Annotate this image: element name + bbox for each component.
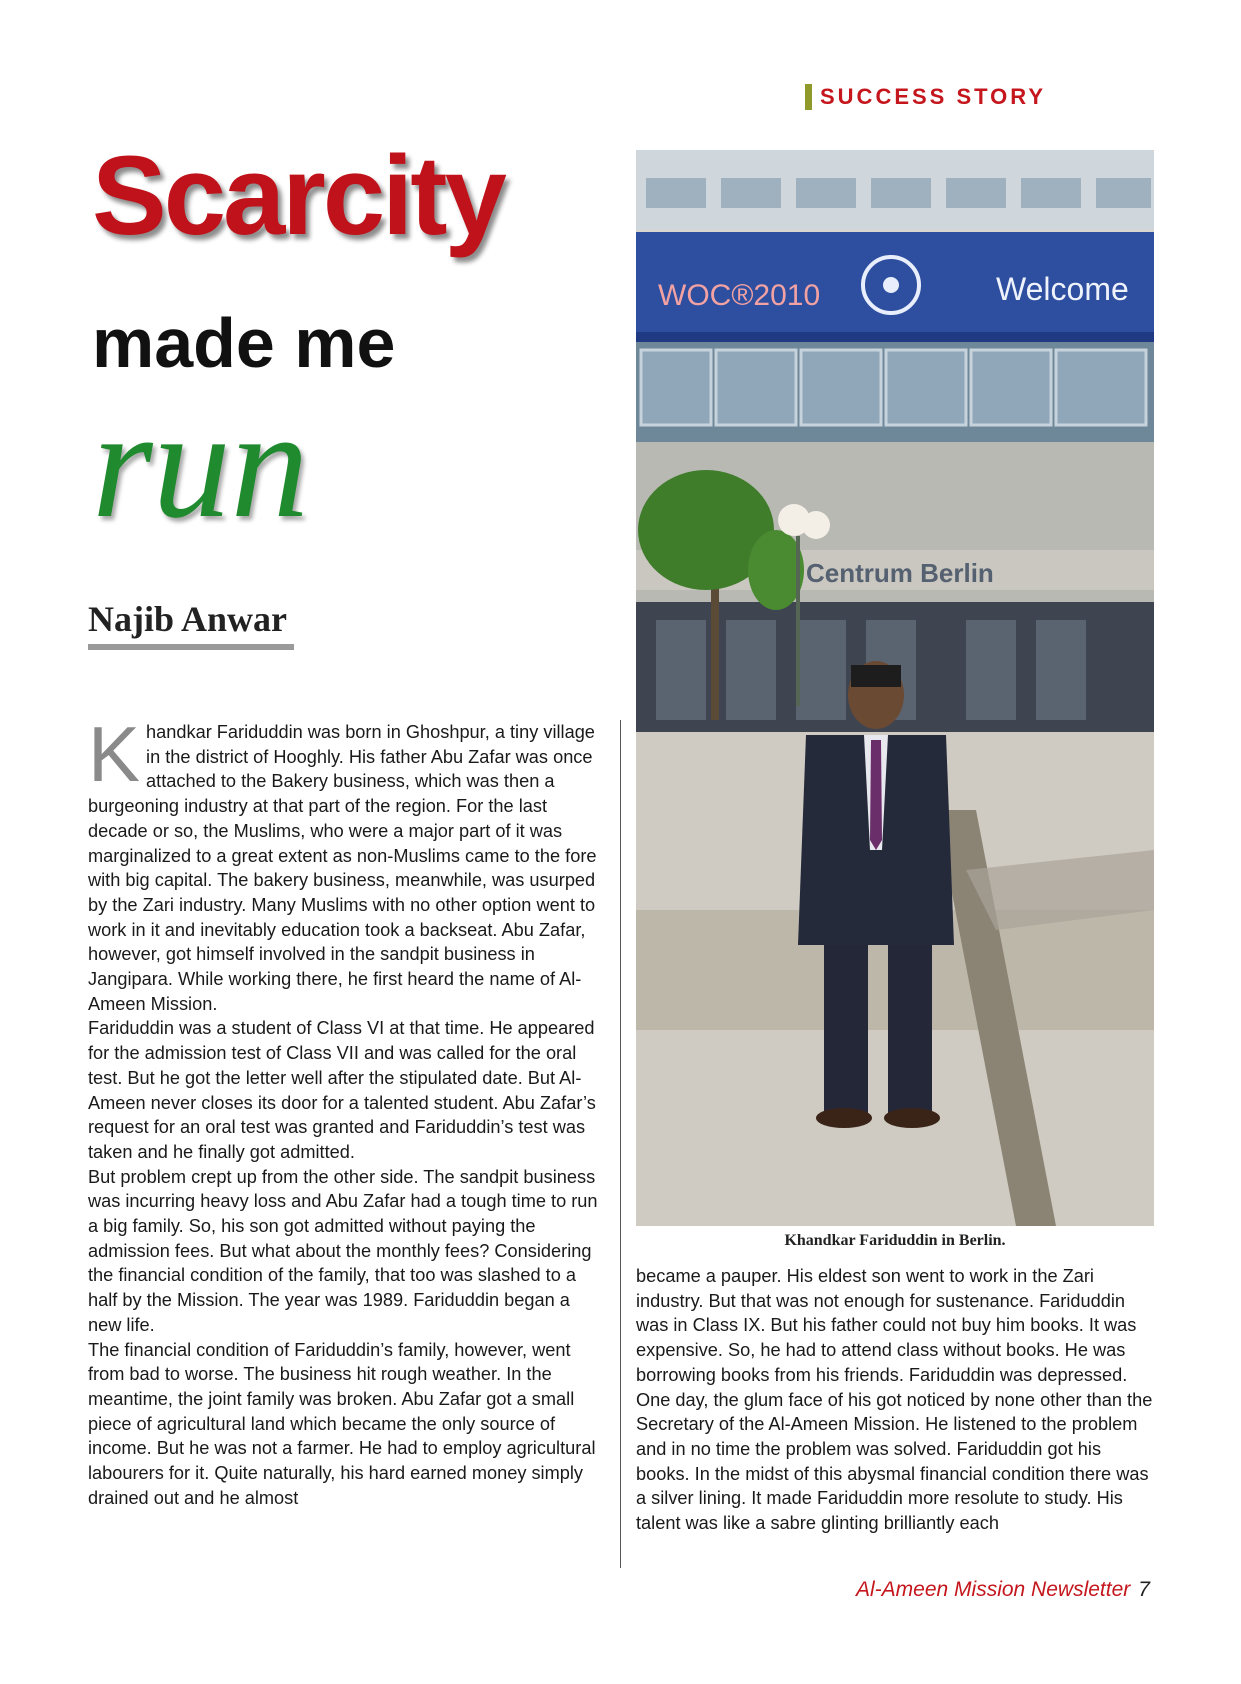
page-number: 7 <box>1138 1578 1150 1601</box>
headline-run: run <box>92 377 309 550</box>
headline-scarcity: Scarcity <box>92 133 504 258</box>
page-footer <box>856 1578 1150 1602</box>
column-divider <box>620 720 621 1568</box>
paragraph-text: handkar Fariduddin was born in Ghoshpur, a tiny village in the district of Hooghly. His father Abu Zafar was once attached to the Bakery business, which was then a burgeoning industry at that part of the region. For the last decade or so, the Muslims, who were a major part of it was marginalized to a great extent as non-Muslims came to the fore with big capital. The bakery business, meanwhile, was usurped by the Zari industry. Many Muslims with no other option went to work in it and inevitably education took a backseat. Abu Zafar, however, got himself involved in the sandpit business in Jangipara. While working there, he first heard the name of Al-Ameen Mission. <box>88 722 597 1014</box>
section-label: SUCCESS STORY <box>820 84 1047 109</box>
article-paragraph: became a pauper. His eldest son went to work in the Zari industry. But that was not enough for sustenance. Fariduddin was in Class IX. But his father could not buy him books. It was expensive. So, he had to attend class without books. He was borrowing books from his friends. Fariduddin was depressed. One day, the glum face of his got noticed by none other than the Secretary of the Al-Ameen Mission. He listened to the problem and in no time the problem was solved. Fariduddin got his books. In the midst of this abysmal financial condition there was a silver lining. It made Fariduddin more resolute to study. His talent was like a sabre glinting brilliantly each <box>636 1266 1153 1534</box>
dropcap: K <box>88 710 141 798</box>
article-paragraph: The financial condition of Fariduddin’s family, however, went from bad to worse. The business hit rough weather. In the meantime, the joint family was broken. Abu Zafar got a small piece of agricultural land which became the only source of income. But he was not a farmer. He had to employ agricultural labourers for it. Quite naturally, his hard earned money simply drained out and he almost <box>88 1339 596 1508</box>
article-paragraph: But problem crept up from the other side. The sandpit business was incurring heavy loss and Abu Zafar had a tough time to run a big family. So, his son got admitted without paying the admission fees. But what about the monthly fees? Considering the financial condition of the family, that too was slashed to a half by the Mission. The year was 1989. Fariduddin began a new life. <box>88 1166 598 1335</box>
author-byline: Najib Anwar <box>88 598 294 650</box>
publication-name: Al-Ameen Mission Newsletter <box>856 1578 1131 1601</box>
photo-illustration <box>636 150 1154 1226</box>
section-tag-bar <box>805 84 812 110</box>
section-tag <box>805 84 1046 110</box>
banner-welcome-text: Welcome <box>996 271 1129 307</box>
article-column-left <box>88 710 608 1511</box>
article-paragraph <box>88 710 608 1016</box>
headline-made-me: made me <box>92 304 396 382</box>
banner-woc-text: WOC®2010 <box>658 279 821 312</box>
article-column-right <box>636 1264 1156 1536</box>
article-paragraph: Fariduddin was a student of Class VI at that time. He appeared for the admission test of Class VII and was called for the oral test. But he got the letter well after the stipulated date. But Al-Ameen never closes its door for a talented student. Abu Zafar’s request for an oral test was granted and Fariduddin’s test was taken and he finally got admitted. <box>88 1018 596 1162</box>
building-sign-text: Centrum Berlin <box>806 558 994 588</box>
photo-caption: Khandkar Fariduddin in Berlin. <box>784 1232 1006 1249</box>
photo-berlin <box>636 150 1154 1226</box>
